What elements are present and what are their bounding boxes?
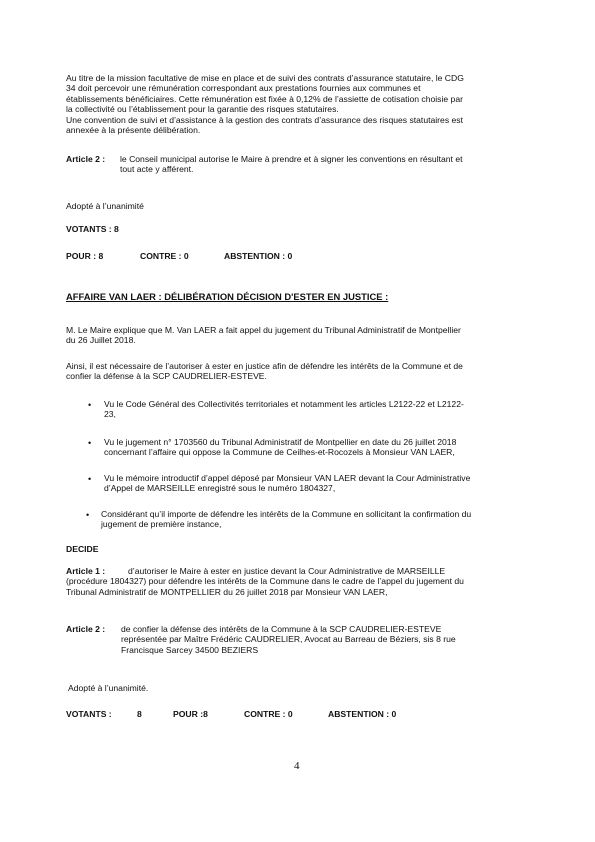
explanation-paragraph [66,325,536,346]
necessity-paragraph [66,361,541,382]
intro-paragraph [66,73,536,135]
article-label: Article 1 : [66,566,106,576]
text-line: (procédure 1804327) pour défendre les intérêts de la Commune dans le cadre de l’appel du jugement du [66,576,464,587]
article-text: d’autoriser le Maire à ester en justice devant la Cour Administrative de MARSEILLE [128,566,446,576]
pour-count: POUR :8 [173,709,208,719]
bullet-icon: • [88,400,92,410]
text-line: Vu le mémoire introductif d’appel déposé par Monsieur VAN LAER devant la Cour Administrative [104,473,471,483]
section-title: AFFAIRE VAN LAER : DÉLIBÉRATION DÉCISION D'ESTER EN JUSTICE : [66,291,389,302]
bullet-item [101,509,534,530]
article-label: Article 2 : [66,624,106,634]
text-line: la collectivité ou l’établissement pour la garantie des risques statutaires. [66,104,339,115]
text-line: Francisque Sarcey 34500 BEZIERS [121,644,259,655]
text-line: établissements bénéficiaires. Cette rémunération est fixée à 0,12% de l’assiette de cotisation choisie par [66,93,463,104]
article-text [66,576,540,597]
text-line: Ainsi, il est nécessaire de l’autoriser à ester en justice afin de défendre les intérêts de la Commune et de [66,361,463,371]
text-line: représentée par Maître Frédéric CAUDRELIER, Avocat au Barreau de Béziers, sis 8 rue [121,634,456,645]
article-text [120,154,540,175]
abstention-count: ABSTENTION : 0 [328,709,397,719]
votants-value: 8 [137,709,142,719]
page-number: 4 [294,760,300,772]
text-line: M. Le Maire explique que M. Van LAER a fait appel du jugement du Tribunal Administratif de Montpellier [66,325,461,335]
bullet-icon: • [88,474,92,484]
text-line: Au titre de la mission facultative de mise en place et de suivi des contrats d’assurance statutaire, le CDG [66,73,464,83]
article-text [121,624,541,655]
bullet-icon: • [88,438,92,448]
text-line: le Conseil municipal autorise le Maire à prendre et à signer les conventions en résultant et [120,154,463,164]
decide-heading: DECIDE [66,544,99,554]
text-line: jugement de première instance, [101,519,222,530]
text-line: confier la défense à la SCP CAUDRELIER-ESTEVE. [66,371,267,382]
text-line: Tribunal Administratif de MONTPELLIER du 26 juillet 2018 par Monsieur VAN LAER, [66,586,388,597]
contre-count: CONTRE : 0 [244,709,293,719]
article-label: Article 2 : [66,154,106,164]
bullet-item [104,437,534,458]
text-line: 23, [104,409,116,420]
text-line: Vu le jugement n° 1703560 du Tribunal Administratif de Montpellier en date du 26 juillet 2018 [104,437,457,447]
text-line: Considérant qu’il importe de défendre les intérêts de la Commune en sollicitant la confirmation du [101,509,472,519]
votants-count: VOTANTS : 8 [66,224,119,234]
text-line: de confier la défense des intérêts de la Commune à la SCP CAUDRELIER-ESTEVE [121,624,442,634]
text-line: Vu le Code Général des Collectivités territoriales et notamment les articles L2122-22 et L2122- [104,399,464,409]
bullet-item [104,399,534,420]
votants-label: VOTANTS : [66,709,112,719]
abstention-count: ABSTENTION : 0 [224,251,293,261]
text-line: du 26 Juillet 2018. [66,335,136,346]
text-line: annexée à la présente délibération. [66,125,201,136]
bullet-item [104,473,534,494]
adoption-statement: Adopté à l’unanimité. [68,683,149,693]
contre-count: CONTRE : 0 [140,251,189,261]
text-line: concernant l’affaire qui oppose la Commune de Ceilhes-et-Rocozels à Monsieur VAN LAER, [104,447,455,458]
text-line: 34 doit percevoir une rémunération correspondant aux prestations fournies aux communes et [66,83,421,94]
pour-count: POUR : 8 [66,251,104,261]
adoption-statement: Adopté à l’unanimité [66,201,144,211]
text-line: d’Appel de MARSEILLE enregistré sous le numéro 1804327, [104,483,336,494]
text-line: tout acte y afférent. [120,164,194,175]
text-line: Une convention de suivi et d’assistance à la gestion des contrats d’assurance des risques statutaires est [66,114,463,125]
bullet-icon: • [86,510,90,520]
